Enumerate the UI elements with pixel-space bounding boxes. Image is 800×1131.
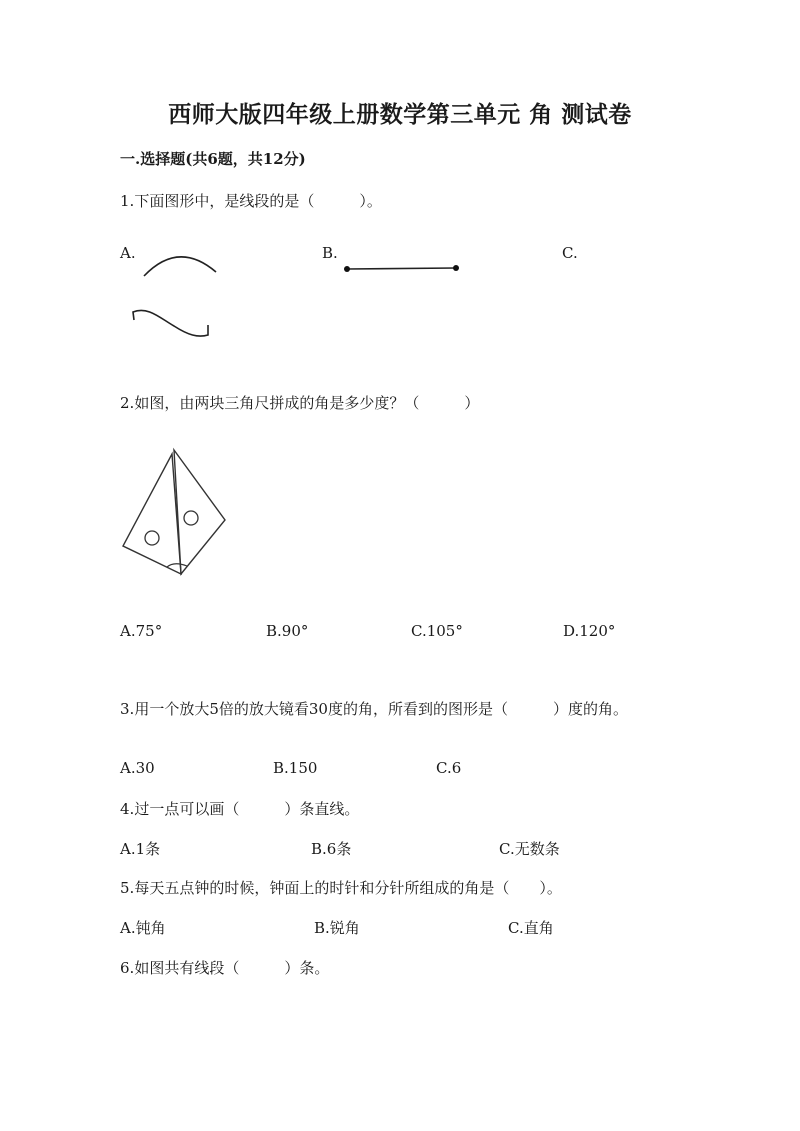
question-number: 3. — [120, 700, 135, 718]
question-5 — [120, 877, 562, 898]
page-title: 西师大版四年级上册数学第三单元 角 测试卷 — [168, 101, 632, 128]
angle-arc — [167, 564, 187, 567]
line-segment-figure — [340, 260, 465, 276]
question-6 — [120, 957, 329, 978]
option-3a: A.30 — [120, 759, 155, 777]
question-2 — [120, 392, 479, 413]
left-square-hole — [145, 531, 159, 545]
option-2c: C.105° — [411, 622, 463, 640]
option-1a: A. — [120, 244, 136, 262]
set-squares-figure — [120, 450, 230, 576]
question-3 — [120, 698, 628, 719]
option-4b: B.6条 — [311, 840, 352, 858]
right-square-hole — [184, 511, 198, 525]
question-number: 1. — [120, 192, 135, 210]
question-number: 5. — [120, 879, 135, 897]
option-1b: B. — [322, 244, 338, 262]
segment-endpoint-left — [344, 266, 350, 272]
question-number: 2. — [120, 394, 135, 412]
option-3b: B.150 — [273, 759, 318, 777]
wavy-line-figure — [128, 308, 214, 344]
option-2b: B.90° — [266, 622, 309, 640]
option-5b: B.锐角 — [314, 919, 360, 937]
right-set-square — [174, 450, 225, 574]
question-number: 6. — [120, 959, 135, 977]
segment-endpoint-right — [453, 265, 459, 271]
option-2a: A.75° — [120, 622, 163, 640]
option-3c: C.6 — [436, 759, 462, 777]
left-set-square — [123, 454, 181, 574]
question-4 — [120, 798, 359, 819]
question-text: 每天五点钟的时候，钟面上的时针和分针所组成的角是（ ）。 — [134, 879, 562, 897]
question-text: 下面图形中，是线段的是（ ）。 — [134, 192, 382, 210]
question-text: 过一点可以画（ ）条直线。 — [134, 800, 360, 818]
option-1c: C. — [562, 244, 578, 262]
curved-line-figure — [140, 250, 220, 280]
option-5a: A.钝角 — [120, 919, 166, 937]
option-5c: C.直角 — [508, 919, 554, 937]
option-4a: A.1条 — [120, 840, 161, 858]
option-4c: C.无数条 — [499, 840, 560, 858]
question-text: 如图，由两块三角尺拼成的角是多少度？（ ） — [134, 394, 480, 412]
question-text: 用一个放大5倍的放大镜看30度的角，所看到的图形是（ ）度的角。 — [134, 700, 628, 718]
question-number: 4. — [120, 800, 135, 818]
question-1 — [120, 190, 382, 211]
section-heading: 一.选择题(共6题，共12分) — [120, 150, 306, 168]
question-text: 如图共有线段（ ）条。 — [134, 959, 330, 977]
option-2d: D.120° — [563, 622, 616, 640]
